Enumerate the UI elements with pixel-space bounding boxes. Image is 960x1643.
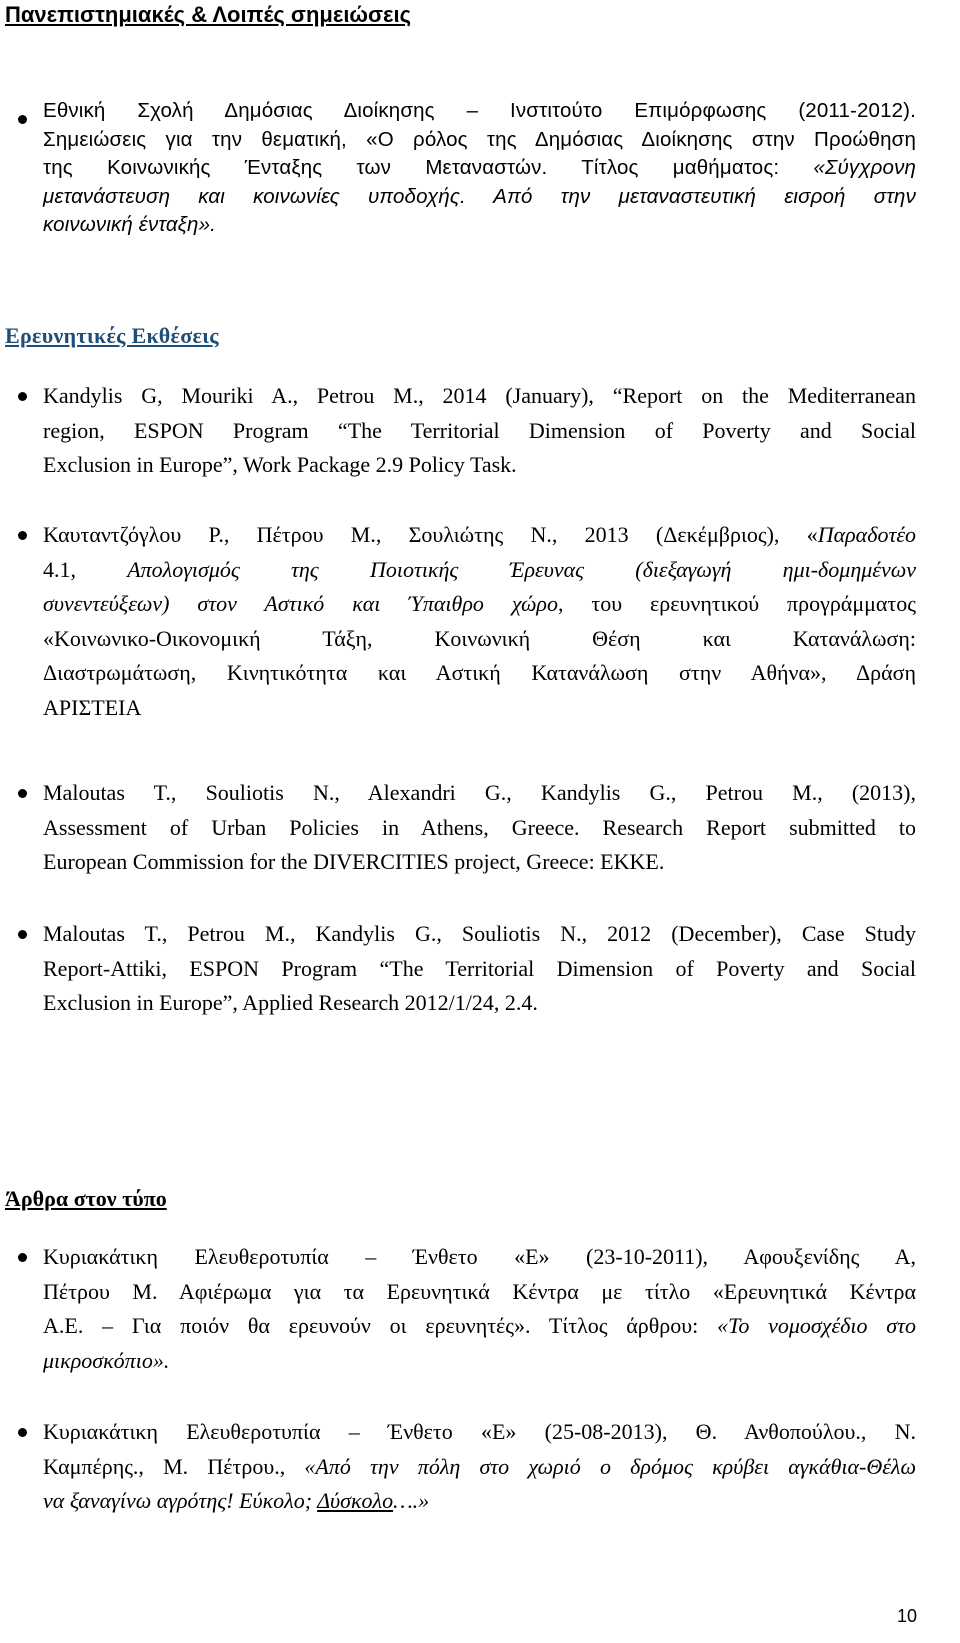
text-line: [43, 1450, 916, 1485]
bullet-icon: [18, 392, 27, 401]
text-line: [43, 154, 916, 183]
text-line: Exclusion in Europe”, Work Package 2.9 Policy Task.: [43, 452, 517, 477]
text-line: Κυριακάτικη Ελευθεροτυπία – Ένθετο «Ε» (23-10-2011), Αφουξενίδης Α,: [43, 1244, 916, 1269]
text-line: Exclusion in Europe”, Applied Research 2012/1/24, 2.4.: [43, 990, 538, 1015]
section-title-university-notes: Πανεπιστημιακές & Λοιπές σημειώσεις: [5, 2, 412, 27]
list-item: [43, 776, 916, 880]
text-run: Καμπέρης., Μ. Πέτρου.,: [43, 1453, 305, 1479]
text-run: 4.1,: [43, 556, 128, 582]
text-line: Διαστρωμάτωση, Κινητικότητα και Αστική Κατανάλωση στην Αθήνα», Δράση: [43, 660, 916, 685]
italic-text-run: «Το νομοσχέδιο στο: [717, 1313, 916, 1338]
text-line: Σημειώσεις για την θεματική, «Ο ρόλος της Δημόσιας Διοίκησης στην Προώθηση: [43, 127, 916, 151]
section-title-press-articles: Άρθρα στον τύπο: [5, 1186, 167, 1211]
bullet-icon: [18, 930, 27, 939]
list-item: [43, 917, 916, 1021]
text-line: Πέτρου Μ. Αφιέρωμα για τα Ερευνητικά Κέντρα με τίτλο «Ερευνητικά Κέντρα: [43, 1278, 916, 1304]
text-run: , του ερευνητικού προγράμματος: [557, 591, 916, 616]
text-line: ΑΡΙΣΤΕΙΑ: [43, 694, 142, 720]
bullet-icon: [18, 789, 27, 798]
list-item: [43, 1240, 916, 1378]
italic-text-run: να ξαναγίνω αγρότης! Εύκολο;: [43, 1488, 318, 1513]
italic-text-run: «Από την πόλη στο χωριό ο δρόμος κρύβει αγκάθια-Θέλω: [304, 1453, 916, 1479]
list-item: [43, 379, 916, 483]
italic-text-run: συνεντεύξεων) στον Αστικό και Ύπαιθρο χώρο: [43, 591, 558, 616]
italic-text-run: ….»: [393, 1488, 430, 1513]
italic-text-run: Παραδοτέο: [817, 522, 916, 547]
section-title-research-reports: Ερευνητικές Εκθέσεις: [5, 323, 219, 348]
text-line: [43, 553, 916, 588]
text-line: Εθνική Σχολή Δημόσιας Διοίκησης – Ινστιτούτο Επιμόρφωσης (2011-2012).: [43, 99, 916, 122]
text-line: μετανάστευση και κοινωνίες υποδοχής. Από την μεταναστευτική εισροή στην: [43, 184, 916, 208]
text-line: Report-Attiki, ESPON Program “The Territorial Dimension of Poverty and Social: [43, 955, 916, 981]
text-line: «Κοινωνικο-Οικονομική Τάξη, Κοινωνική Θέση και Κατανάλωση:: [43, 625, 916, 651]
text-run: της Κοινωνικής Ένταξης των Μεταναστών. Τίτλος μαθήματος:: [43, 156, 814, 179]
italic-text-run: «Σύγχρονη: [813, 156, 916, 179]
italic-text-run: Απολογισμός της Ποιοτικής Έρευνας (διεξαγωγή ημι-δομημένων: [127, 556, 917, 582]
text-line: Maloutas T., Souliotis N., Alexandri G., Kandylis G., Petrou M., (2013),: [43, 780, 916, 805]
bullet-icon: [18, 1428, 27, 1437]
text-line: Kandylis G, Mouriki A., Petrou M., 2014 (January), “Report on the Mediterranean: [43, 383, 916, 408]
text-line: Maloutas T., Petrou M., Kandylis G., Souliotis N., 2012 (December), Case Study: [43, 921, 916, 946]
list-item: [43, 97, 916, 240]
text-line: Κυριακάτικη Ελευθεροτυπία – Ένθετο «Ε» (25-08-2013), Θ. Ανθοπούλου., Ν.: [43, 1419, 916, 1444]
text-line: region, ESPON Program “The Territorial Dimension of Poverty and Social: [43, 417, 916, 443]
text-run: Καυταντζόγλου Ρ., Πέτρου Μ., Σουλιώτης Ν., 2013 (Δεκέμβριος), «: [43, 522, 818, 547]
text-line: [43, 587, 916, 622]
bullet-icon: [18, 1253, 27, 1262]
list-item: [43, 1415, 916, 1519]
text-line: Assessment of Urban Policies in Athens, Greece. Research Report submitted to: [43, 814, 916, 840]
text-run: Α.Ε. – Για ποιόν θα ερευνούν οι ερευνητές». Τίτλος άρθρου:: [43, 1313, 718, 1338]
text-line: [43, 518, 916, 553]
bullet-icon: [18, 531, 27, 540]
text-line: [43, 1309, 916, 1344]
text-line: μικροσκόπιο».: [43, 1347, 170, 1373]
list-item: [43, 518, 916, 725]
bullet-icon: [18, 115, 27, 124]
text-line: κοινωνική ένταξη».: [43, 213, 216, 236]
page-number: 10: [896, 1606, 917, 1626]
underlined-text-run: Δύσκολο: [317, 1488, 394, 1513]
text-line: European Commission for the DIVERCITIES project, Greece: EKKE.: [43, 849, 665, 874]
text-line: [43, 1484, 916, 1519]
